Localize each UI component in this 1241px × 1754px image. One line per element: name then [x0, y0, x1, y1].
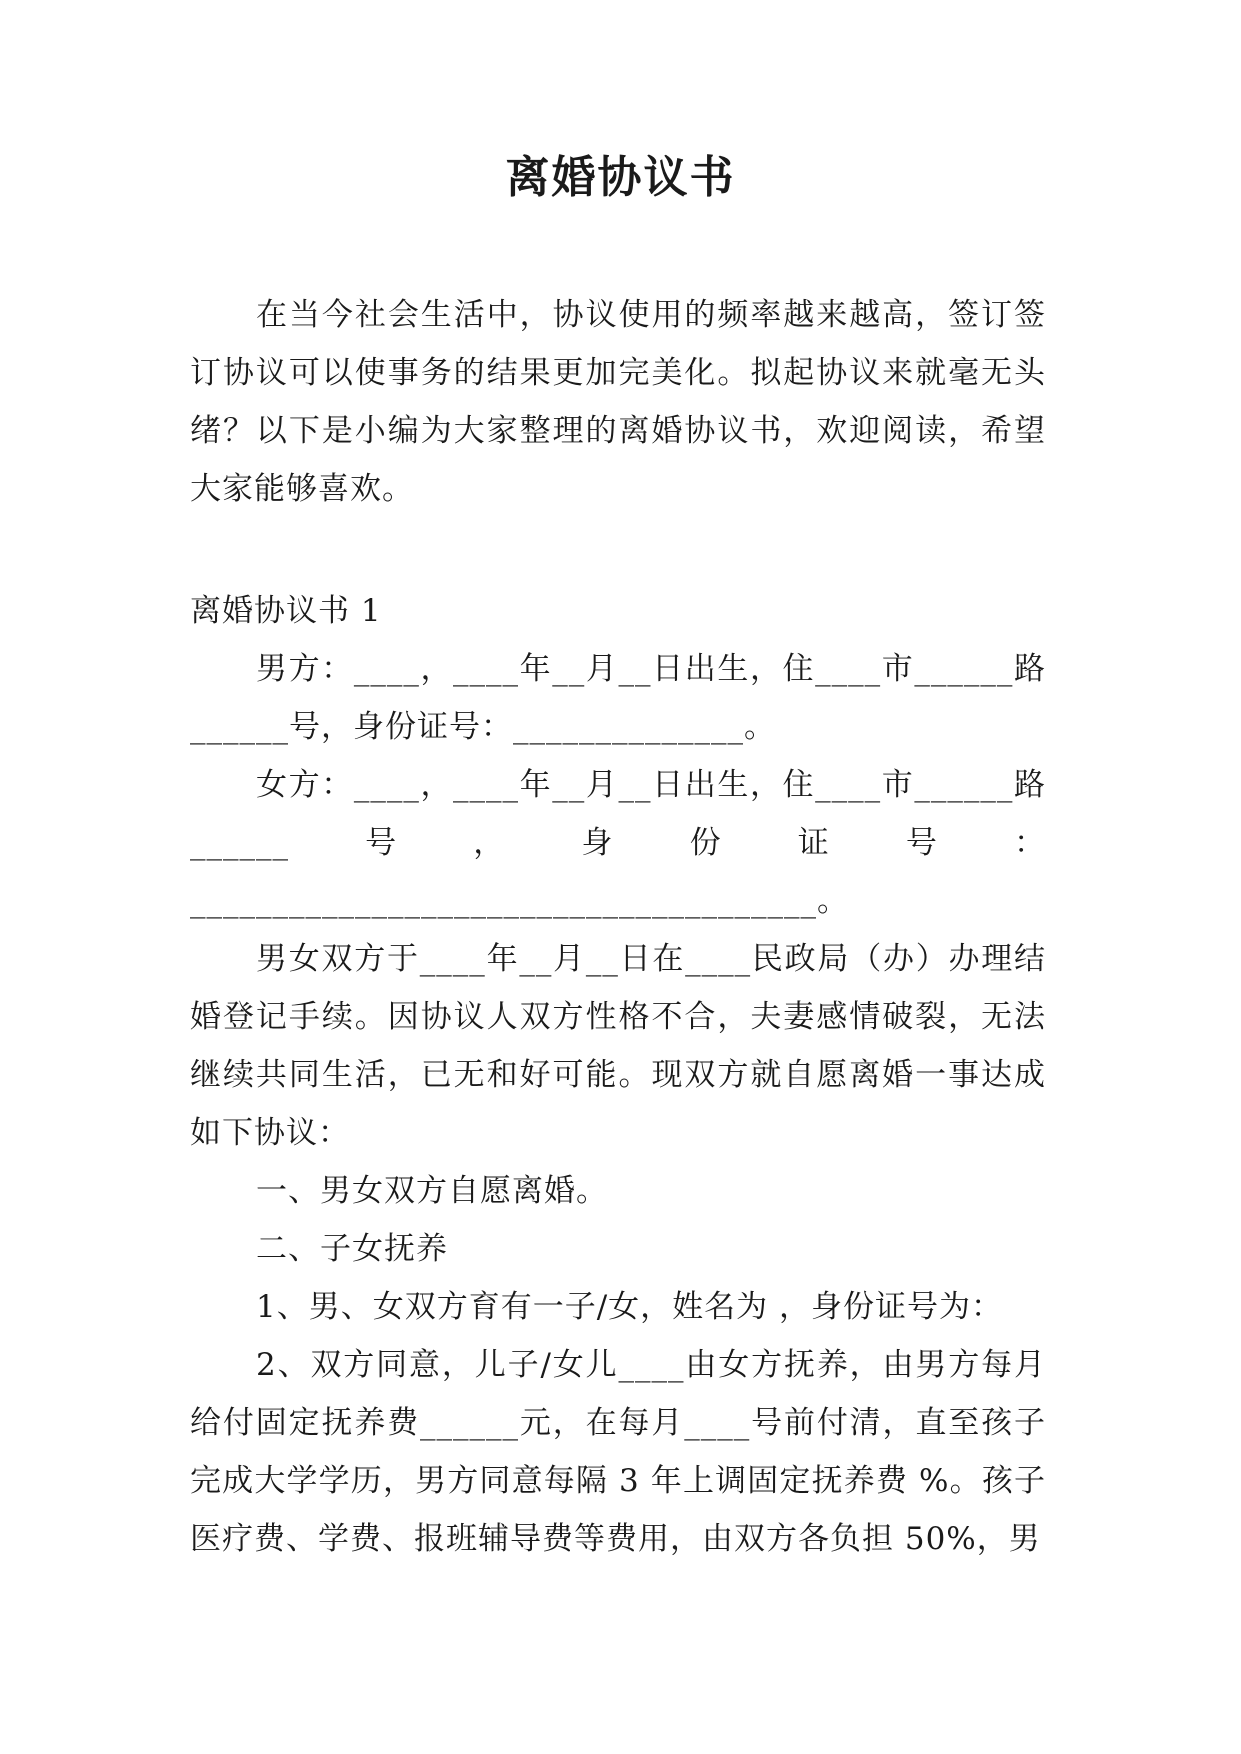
clause-1: 一、男女双方自愿离婚。 — [256, 1173, 608, 1209]
male-party-paragraph: 男方：____，____年__月__日出生，住____市______路______号，身份证号：______________。 — [190, 651, 1046, 745]
child-clause-1: 1、男、女双方育有一子/女，姓名为 ，身份证号为： — [256, 1289, 1004, 1325]
clause-2-heading: 二、子女抚养 — [256, 1231, 448, 1267]
intro-paragraph: 在当今社会生活中，协议使用的频率越来越高，签订签订协议可以使事务的结果更加完美化。拟起协议来就毫无头绪？以下是小编为大家整理的离婚协议书，欢迎阅读，希望大家能够喜欢。 — [190, 297, 1046, 507]
section-heading: 离婚协议书 1 — [190, 593, 382, 629]
female-party-paragraph: 女方：____，____年__月__日出生，住____市______路______号，身份证号：______________________________________。 — [190, 767, 1046, 919]
marriage-paragraph: 男女双方于____年__月__日在____民政局（办）办理结婚登记手续。因协议人双方性格不合，夫妻感情破裂，无法继续共同生活，已无和好可能。现双方就自愿离婚一事达成如下协议： — [190, 941, 1046, 1151]
document-title: 离婚协议书 — [505, 152, 736, 203]
intro-block — [190, 286, 1046, 518]
child-clause-2: 2、双方同意，儿子/女儿____由女方抚养，由男方每月给付固定抚养费______元，在每月____号前付清，直至孩子完成大学学历，男方同意每隔 3 年上调固定抚养费 %。孩子医疗费、学费、报班辅导费等费用，由双方各负担 50%，男 — [190, 1347, 1046, 1557]
agreement-body — [190, 582, 1046, 1568]
